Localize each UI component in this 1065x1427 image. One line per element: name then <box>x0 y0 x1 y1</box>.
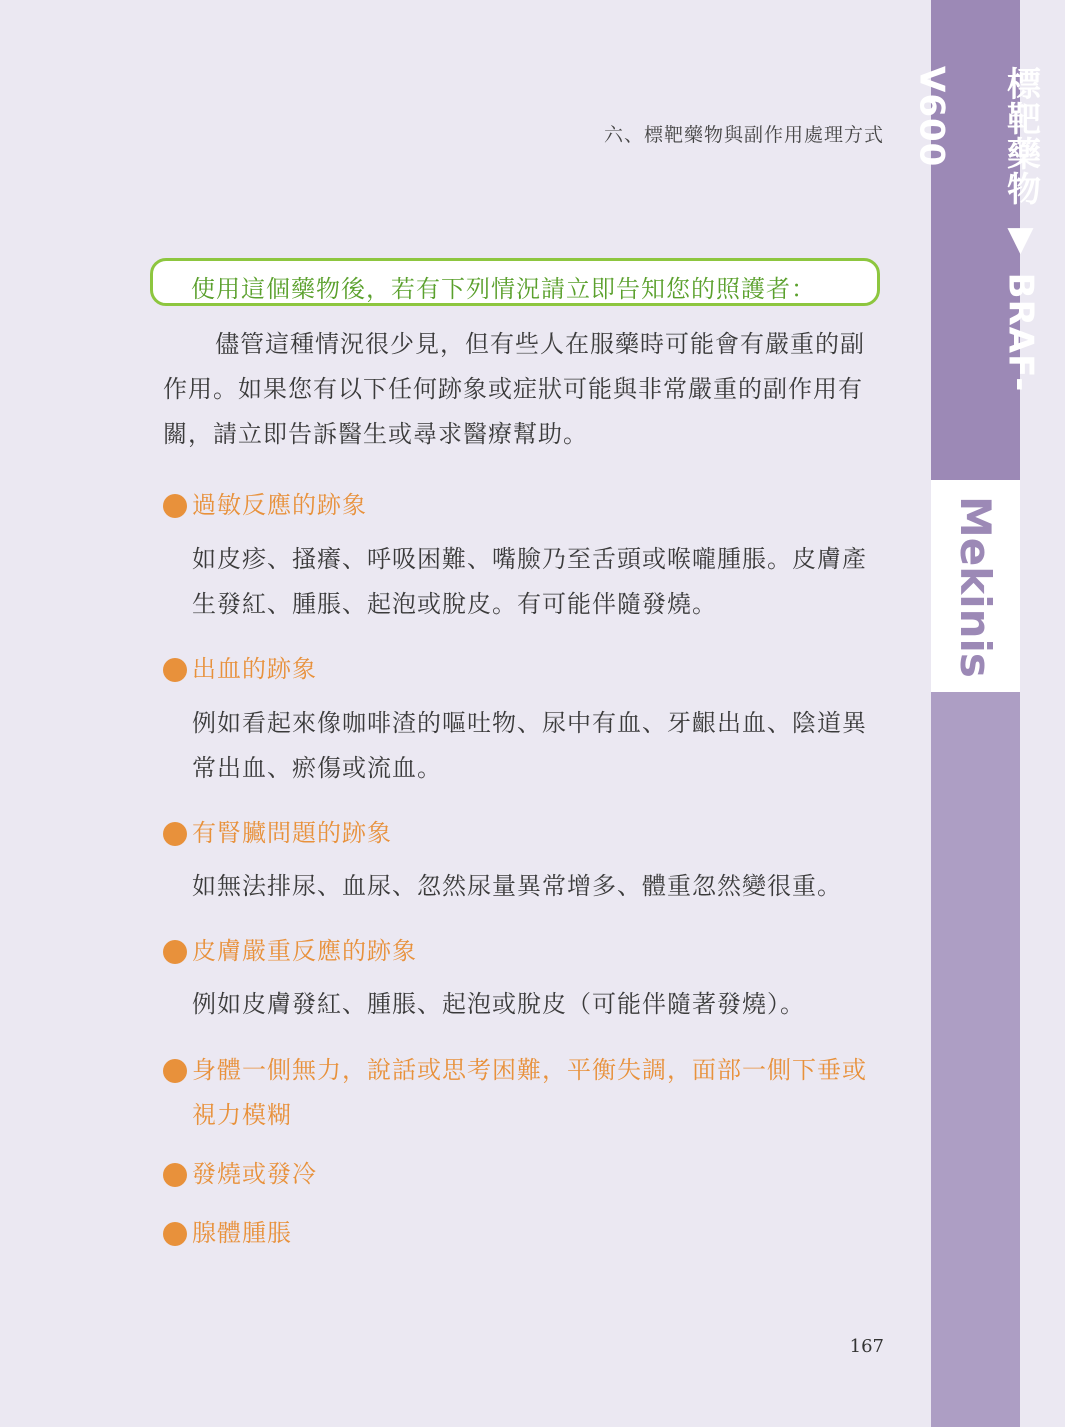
section-title: 過敏反應的跡象 <box>192 491 367 519</box>
bullet-dot-icon <box>163 1163 187 1187</box>
section-title: 出血的跡象 <box>192 655 317 683</box>
running-head: 六、標靶藥物與副作用處理方式 <box>603 124 884 146</box>
side-tab-drug-label: 標靶藥物 ▼ BRAF-V600 <box>911 66 1041 393</box>
section-body: 如皮疹、搔癢、呼吸困難、嘴臉乃至舌頭或喉嚨腫脹。皮膚產生發紅、腫脹、起泡或脫皮。有可能伴隨發燒。 <box>192 545 867 618</box>
notice-box <box>150 258 880 306</box>
section-body: 如無法排尿、血尿、忽然尿量異常增多、體重忽然變很重。 <box>192 872 842 900</box>
section-title: 身體一側無力，說話或思考困難，平衡失調，面部一側下垂或視力模糊 <box>192 1056 867 1129</box>
section-heading <box>163 929 885 974</box>
bullet-dot-icon <box>163 494 187 518</box>
section-body: 例如皮膚發紅、腫脹、起泡或脫皮（可能伴隨著發燒）。 <box>192 990 805 1018</box>
page-number: 167 <box>849 1336 884 1357</box>
section-title: 皮膚嚴重反應的跡象 <box>192 937 417 965</box>
section-title: 有腎臟問題的跡象 <box>192 819 392 847</box>
side-tab-drug-class <box>911 0 1041 480</box>
section-heading <box>163 811 885 856</box>
bullet-dot-icon <box>163 1222 187 1246</box>
section-title: 腺體腫脹 <box>192 1219 292 1247</box>
side-tab-brand <box>931 480 1020 692</box>
section-heading <box>163 483 885 528</box>
section-body: 例如看起來像咖啡渣的嘔吐物、尿中有血、牙齦出血、陰道異常出血、瘀傷或流血。 <box>192 709 867 782</box>
section-heading <box>163 1152 885 1197</box>
section-heading <box>163 1048 885 1138</box>
intro-paragraph: 儘管這種情況很少見，但有些人在服藥時可能會有嚴重的副作用。如果您有以下任何跡象或症狀可能與非常嚴重的副作用有關，請立即告訴醫生或尋求醫療幫助。 <box>163 330 865 448</box>
bullet-dot-icon <box>163 940 187 964</box>
side-tab-brand-label: Mekinis <box>951 496 1000 678</box>
bullet-dot-icon <box>163 822 187 846</box>
section-heading <box>163 1211 885 1256</box>
bullet-dot-icon <box>163 1059 187 1083</box>
notice-text: 使用這個藥物後，若有下列情況請立即告知您的照護者： <box>191 275 816 303</box>
side-tab-strip <box>931 692 1020 1427</box>
section-heading <box>163 647 885 692</box>
bullet-dot-icon <box>163 658 187 682</box>
side-tab <box>911 0 1041 1427</box>
section-title: 發燒或發冷 <box>192 1160 317 1188</box>
